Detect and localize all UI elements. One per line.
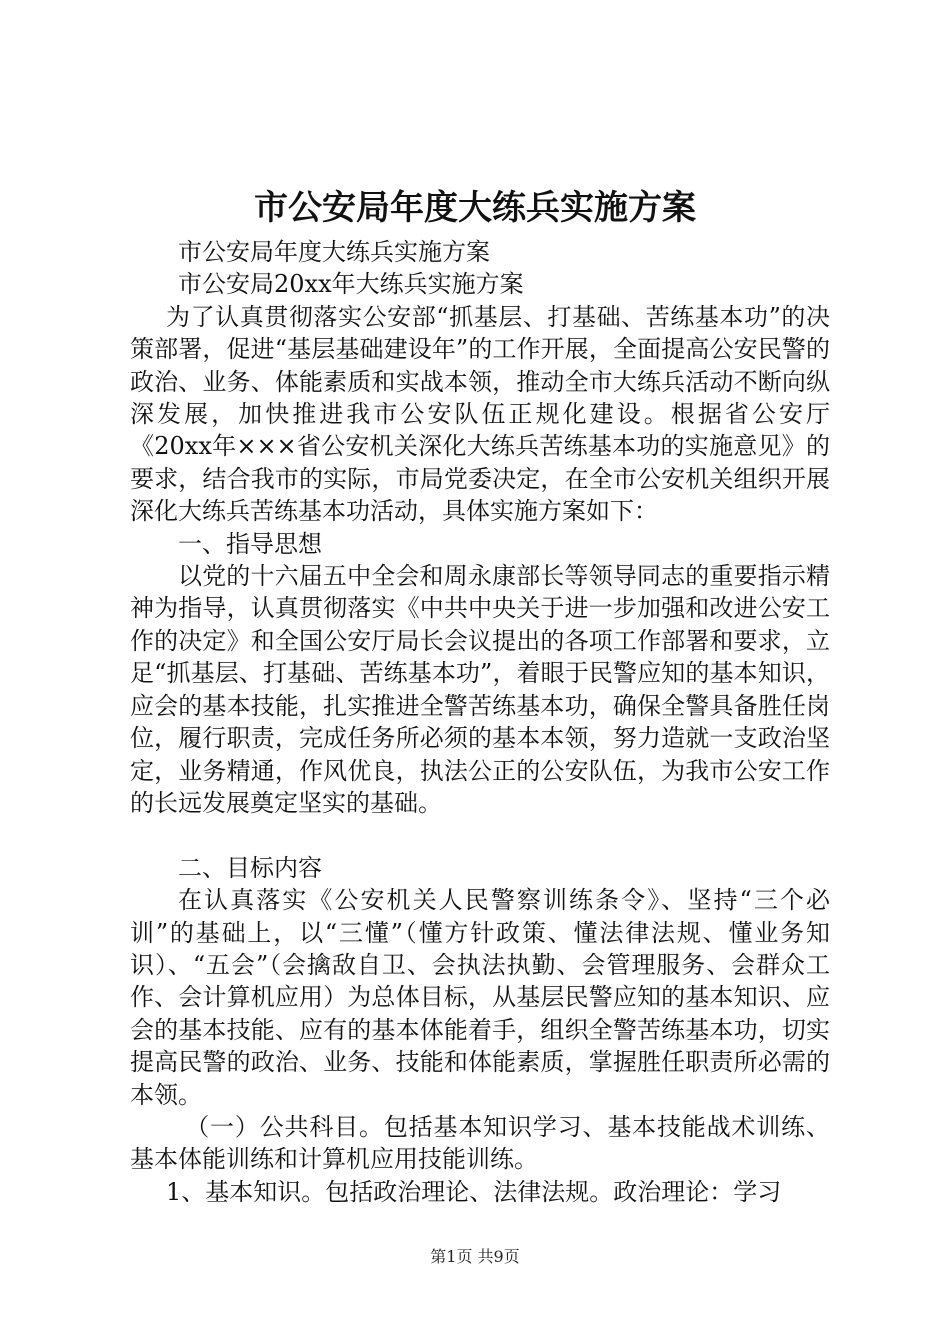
subtitle-line-2: 市公安局20xx年大练兵实施方案 [178,270,524,299]
intro-paragraph: 为了认真贯彻落实公安部“抓基层、打基础、苦练基本功”的决策部署，促进“基层基础建设年”的工作开展，全面提高公安民警的政治、业务、体能素质和实战本领，推动全市大练兵活动不断向纵深发展，加快推进我市公安队伍正规化建设。根据省公安厅《20xx年×××省公安机关深化大练兵苦练基本功的实施意见》的要求，结合我市的实际，市局党委决定，在全市公安机关组织开展深化大练兵苦练基本功活动，具体实施方案如下： [130,302,830,526]
section-heading-goals: 二、目标内容 [178,853,322,882]
blank-line [130,819,830,851]
paragraph-guiding-ideology: 以党的十六届五中全会和周永康部长等领导同志的重要指示精神为指导，认真贯彻落实《中共中央关于进一步加强和改进公安工作的决定》和全国公安厅局长会议提出的各项工作部署和要求，立足“抓基层、打基础、苦练基本功”，着眼于民警应知的基本知识，应会的基本技能，扎实推进全警苦练基本功，确保全警具备胜任岗位，履行职责，完成任务所必须的基本本领，努力造就一支政治坚定，业务精通，作风优良，执法公正的公安队伍，为我市公安工作的长远发展奠定坚实的基础。 [130,562,830,817]
subtitle-line-1: 市公安局年度大练兵实施方案 [178,238,490,266]
document-title: 市公安局年度大练兵实施方案 [254,188,696,228]
item-basic-knowledge: 1、基本知识。包括政治理论、法律法规。政治理论：学习 [166,1177,782,1206]
section-heading-guiding-ideology: 一、指导思想 [178,529,322,558]
subsection-public-subjects: （一）公共科目。包括基本知识学习、基本技能战术训练、基本体能训练和计算机应用技能训练。 [130,1112,830,1174]
paragraph-goals: 在认真落实《公安机关人民警察训练条令》、坚持“三个必训”的基础上，以“三懂”（懂方针政策、懂法律法规、懂业务知识）、“五会”（会擒敌自卫、会执法执勤、会管理服务、会群众工作、会计算机应用）为总体目标，从基层民警应知的基本知识、应会的基本技能、应有的基本体能着手，组织全警苦练基本功，切实提高民警的政治、业务、技能和体能素质，掌握胜任职责所必需的本领。 [130,886,830,1109]
page-footer: 第1页 共9页 [430,1247,520,1266]
document-body [130,236,830,1208]
